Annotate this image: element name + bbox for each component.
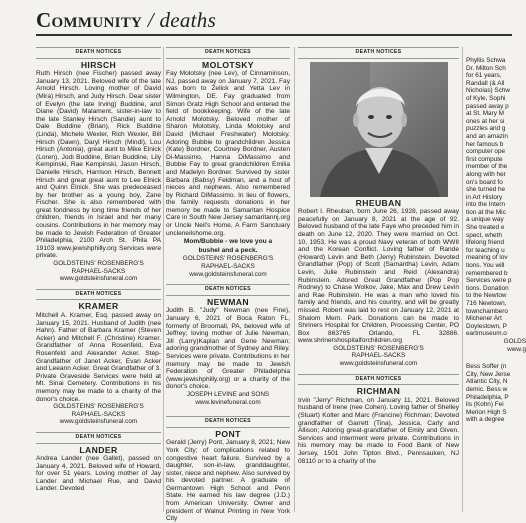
text-line: computer ope (466, 148, 506, 156)
notice-text-molotsky: Fay Molotsky (nee Lev), of Cinnaminson, NJ, passed away on January 7, 2021. Fay was born to Zelick and Yetta Lev in Wilmington, DE. Fay graduated from Simon Gratz High School and entered the field of bookkeeping. Wife of the late Arnold Molotsky. Beloved mother of Sharon Molotsky, Linda Molotsky and David (Michael Freshwater) Molotsky. Adoring Bubbie to grandchildren Jessica (Kate) Bordner, Courtney Bordner, Austen Di-Massimo, Hanna DiMassimo and Bubbie Fay to great grandchildren Emilia and Madelyn Bordner. Survived by sister Barbara (Babsy) Feldman, and a host of nieces and nephews. Also remembered by Richard DiMassimo. In lieu of flowers, the family requests donations in her memory be made to Samaritan Hospice Care in South New Jersey samaritannj.org or Uncle Neil's Home, A Farm Sanctuary uncleneilshome.org. (166, 70, 290, 237)
notice-name-pont: PONT (215, 428, 241, 439)
text-line: Services were p (466, 277, 512, 285)
notice-text-cutoff-top (466, 57, 526, 338)
death-notices-label: DEATH NOTICES (36, 432, 161, 444)
text-line: a unique way (466, 216, 504, 224)
text-line: 716 Newtown, (466, 300, 507, 307)
text-line: in Art History (466, 193, 503, 201)
funeral-home-link[interactable]: www.goldsteinsfuneral.com (339, 360, 418, 368)
column-2 (166, 47, 290, 523)
text-line: she turned he (466, 186, 506, 194)
text-line: at St. Mary M (466, 110, 504, 118)
notice-name-rheuban: RHEUBAN (355, 197, 402, 208)
death-notices-label: DEATH NOTICES (166, 416, 290, 428)
text-line: her famous b (466, 140, 504, 148)
text-line: City, New Jerse (466, 370, 511, 378)
death-notices-label: DEATH NOTICES (298, 47, 459, 59)
text-line: along with her (466, 170, 506, 178)
funeral-home-link[interactable]: www.goldsteinsfuneral.com (59, 418, 138, 426)
notice-text-rheuban: Robert I. Rheuban, born June 26, 1928, passed away peacefully on January 8, 2021 at the age of 92. Beloved husband of the late Faye who preceded him in death on June 12, 2020. They were married on Oct. 10, 1953. He was a proud Navy veteran of both WWII and the Korean Conflict. Loving father of Rande (Howard) Levin and Beth (Jerry) Rubinstein. Devoted Grandfather (Pop) of Scott (Samantha) Levin, Adam Levin, Julie Rubinstein and Reid (Alexandra) Rubinstein. Adored Great Grandfather (Pop Pop Rodney) to Chase Wolkov, Jake, Max and Drew Levin and Rae Rubinstein. He was a man who loved his family and friends, and his country, and will be greatly missed. Robert was laid to rest on January 12, 2021 at Shalom Mem. Park. Donations can be made to Shriners Hospital for Children, Processing Center, PO Box 863765 Orlando, FL 32886. www.shrinershospitalforchildren.org (298, 208, 459, 345)
column-divider (163, 47, 164, 512)
column-divider (462, 47, 463, 512)
text-line: remembered b (466, 269, 508, 277)
text-line: of Kyle, Sophi (466, 94, 506, 102)
section-title-bold: Community (36, 8, 143, 32)
notice-tagline: Mom/Bubbie - we love you a (183, 238, 273, 246)
text-line: spect, wheth (466, 231, 502, 239)
funeral-home-link[interactable]: www.goldsteinsfuneral.com (189, 270, 267, 278)
funeral-home-name: GOLDSTEINS' ROSENBERG'S (333, 344, 424, 352)
text-line: passed away p (466, 102, 509, 110)
text-line: and an amazin (466, 132, 508, 140)
funeral-home-name: GOLDS (503, 337, 526, 345)
text-line: ones at her si (466, 117, 505, 125)
death-notices-label: DEATH NOTICES (36, 47, 161, 59)
text-line: Nicholas) Schw (466, 87, 511, 95)
notice-text-pont: Gerald (Jerry) Pont, January 8, 2021; New York City; of complications related to congestive heart failure. Survived by a daughter, son-in-law, granddaughter, sister, niece and nephew. Also survived by his devoted partner. A graduate of Germantown High School and Penn State. He earned his law degree (J.D.) from American University. Owner and president of Walnut Printing in New York City (166, 439, 290, 523)
notice-text-kramer: Mitchell A. Kramer, Esq. passed away on January 15, 2021. Husband of Judith (nee Hahn). Father of Barbara Kramer (Steven Acker) and Mitchell F. (Christine) Kramer. Grandfather of Anna Rosenfeld, Eva Rosenfeld and Alexander Acker. Step-Grandfather of Janet Acker, Evan Acker and Leeann Acker. Great Grandfather of 3. Private Graveside Services were held at Mt. Sinai Cemetery. Contributions in his memory may be made to a charity of the donor's choice. (36, 312, 161, 403)
notice-name-newman: NEWMAN (206, 296, 250, 307)
text-line: Phyllis Schwa (466, 57, 506, 64)
section-title-italic: / deaths (147, 8, 217, 32)
death-notices-label: DEATH NOTICES (166, 284, 290, 296)
text-line: tion at the Mic (466, 208, 506, 216)
death-notices-label: DEATH NOTICES (166, 47, 290, 59)
funeral-home-name: GOLDSTEINS' ROSENBERG'S (53, 403, 144, 411)
text-line: for 61 years, (466, 72, 502, 80)
text-line: tions. Donation (466, 284, 509, 292)
header-rule (36, 34, 512, 36)
text-line: meaning of lov (466, 254, 508, 262)
notice-text-hirsch: Ruth Hirsch (nee Fischer) passed away January 13, 2021. Beloved wife of the late Arnold Hirsch. Loving mother of David (Mira) Hirsch, and Judy Hirsch. Dear sister of Evelyn (the late Irving) Buddine, and Diane (David) Malament, sister-in-law to the late Stanley Hirsch (Sandie) aunt to Dale Buddine (Brian), Rick Buddine (Linda), Michele Wexler, Rich Wexler, Bill Hirsch (Dawn), Daryl Hirsch (Mindi), Lou Hirsch (Antonia), great aunt to Mike Elnick (Loren), Jodi Buddine, Brian Buddine, Lily Kempinski, Rae Kempinski, Jason Hirsch, Danielle Hirsch, Harrison Hirsch, Bennett Hirsch and great great aunt to Lee Elnick and Quinn Elnick. She was predeceased by her brother as a young boy, Zane Fischer. She is also remembered with great fondness by long time friends of her children, friends in Israel and her many cousins. Contributions in her memory may be made to Jewish Federation of Greater Philadelphia, 2100 Arch St. Phila PA 19103 www.jewishphilly.org Services were private. (36, 70, 161, 260)
notice-name-richman: RICHMAN (356, 386, 401, 397)
text-line: Doylestown, P (466, 322, 507, 330)
section-header (0, 0, 512, 38)
text-line: first compute (466, 155, 503, 163)
death-notices-label: DEATH NOTICES (36, 289, 161, 301)
portrait-photo (310, 62, 448, 197)
notice-text-cutoff-bottom (466, 363, 526, 424)
text-line: townchambero (466, 307, 508, 315)
text-line: Atlantic City, N (466, 378, 508, 386)
text-line: lis (Kohn) Fei (466, 401, 504, 409)
funeral-home-link[interactable]: www.levinefuneral.com (195, 398, 261, 406)
column-3 (298, 47, 459, 517)
funeral-home-name: JOSEPH LEVINE and SONS (186, 390, 270, 398)
death-notices-label: DEATH NOTICES (298, 374, 459, 386)
text-line: Merion High S (466, 408, 507, 416)
text-line: She treated e (466, 224, 505, 232)
text-line: with a degree (466, 416, 505, 424)
text-line: eartmuseum.o (466, 330, 507, 338)
funeral-home-link[interactable]: www.goldsteinsfuneral.com (59, 275, 138, 283)
text-line: for teaching u (466, 246, 505, 254)
notice-text-lander: Andrea Lander (nee Gallet), passed on January 4, 2021. Beloved wife of Howard, for over 51 years. Loving mother of Jay Lander and Michael Rue, and David Lander. Devoted (36, 455, 161, 493)
notice-name-lander: LANDER (79, 444, 118, 455)
notice-name-hirsch: HIRSCH (80, 59, 117, 70)
funeral-home-name: GOLDSTEINS' ROSENBERG'S (182, 255, 274, 263)
funeral-home-name: RAPHAEL-SACKS (71, 267, 126, 275)
text-line: to the Newtow (466, 292, 507, 300)
funeral-home-name: GOLDSTEINS' ROSENBERG'S (53, 260, 144, 268)
portrait-image (310, 62, 448, 197)
notice-name-molotsky: MOLOTSKY (202, 59, 254, 70)
text-line: lifelong friend (466, 239, 505, 247)
funeral-home-name: RAPHAEL-SACKS (201, 263, 255, 271)
text-line: demic. Bess w (466, 385, 508, 393)
notice-text-richman: Irvin "Jerry" Richman, on January 11, 2021. Beloved husband of Irene (nee Cohen). Loving father of Shelley (Stuart) Kolter and Marc (Francine) Richman; Devoted grandfather of Garrett (Tina), Jessica, Carly and Allison; Adoring great-grandfather of Emily and Given. Services and interment were private. Contributions in his memory may be made to Food Bank of New Jersey, 1501 John Tipton Blvd., Pennsauken, NJ 08110 or to a charity of the (298, 396, 459, 465)
funeral-home-name: RAPHAEL-SACKS (351, 352, 406, 360)
column-1 (36, 47, 161, 517)
funeral-home-name: RAPHAEL-SACKS (71, 410, 126, 418)
text-line: Dr. Milton Sch (466, 64, 506, 72)
text-line: Philadelphia, P (466, 393, 509, 401)
text-line: Bess Soffer (n (466, 363, 507, 371)
text-line: tions. You will (466, 262, 505, 270)
text-line: member of the (466, 163, 508, 171)
notice-name-kramer: KRAMER (78, 301, 119, 312)
section-title (36, 8, 216, 33)
notice-text-newman: Judith B. "Judy" Newman (nee Fine), January 6, 2021 of Boca Raton FL, formerly of Broomall, PA, beloved wife of Jeffrey; loving mother of Julie Newman, Jill (Larry)Kaplan and Gene Newman; adoring grandmother of Sydney and Riley. Services were private. Contributions in her memory may be made to Jewish Federation of Greater Philadelphia (www.jewishphilly.org) or a charity of the donor's choice. (166, 307, 290, 391)
text-line: Michener Art (466, 315, 502, 323)
text-line: on's board fo (466, 178, 503, 186)
notice-tagline: bushel and a peck. (198, 246, 258, 254)
column-divider (294, 47, 295, 512)
column-4 (466, 47, 526, 517)
text-line: puzzles and g (466, 125, 506, 133)
funeral-home-link[interactable]: www.g (507, 345, 526, 353)
text-line: into the Intern (466, 201, 506, 209)
text-line: Randall (& All (466, 79, 505, 87)
